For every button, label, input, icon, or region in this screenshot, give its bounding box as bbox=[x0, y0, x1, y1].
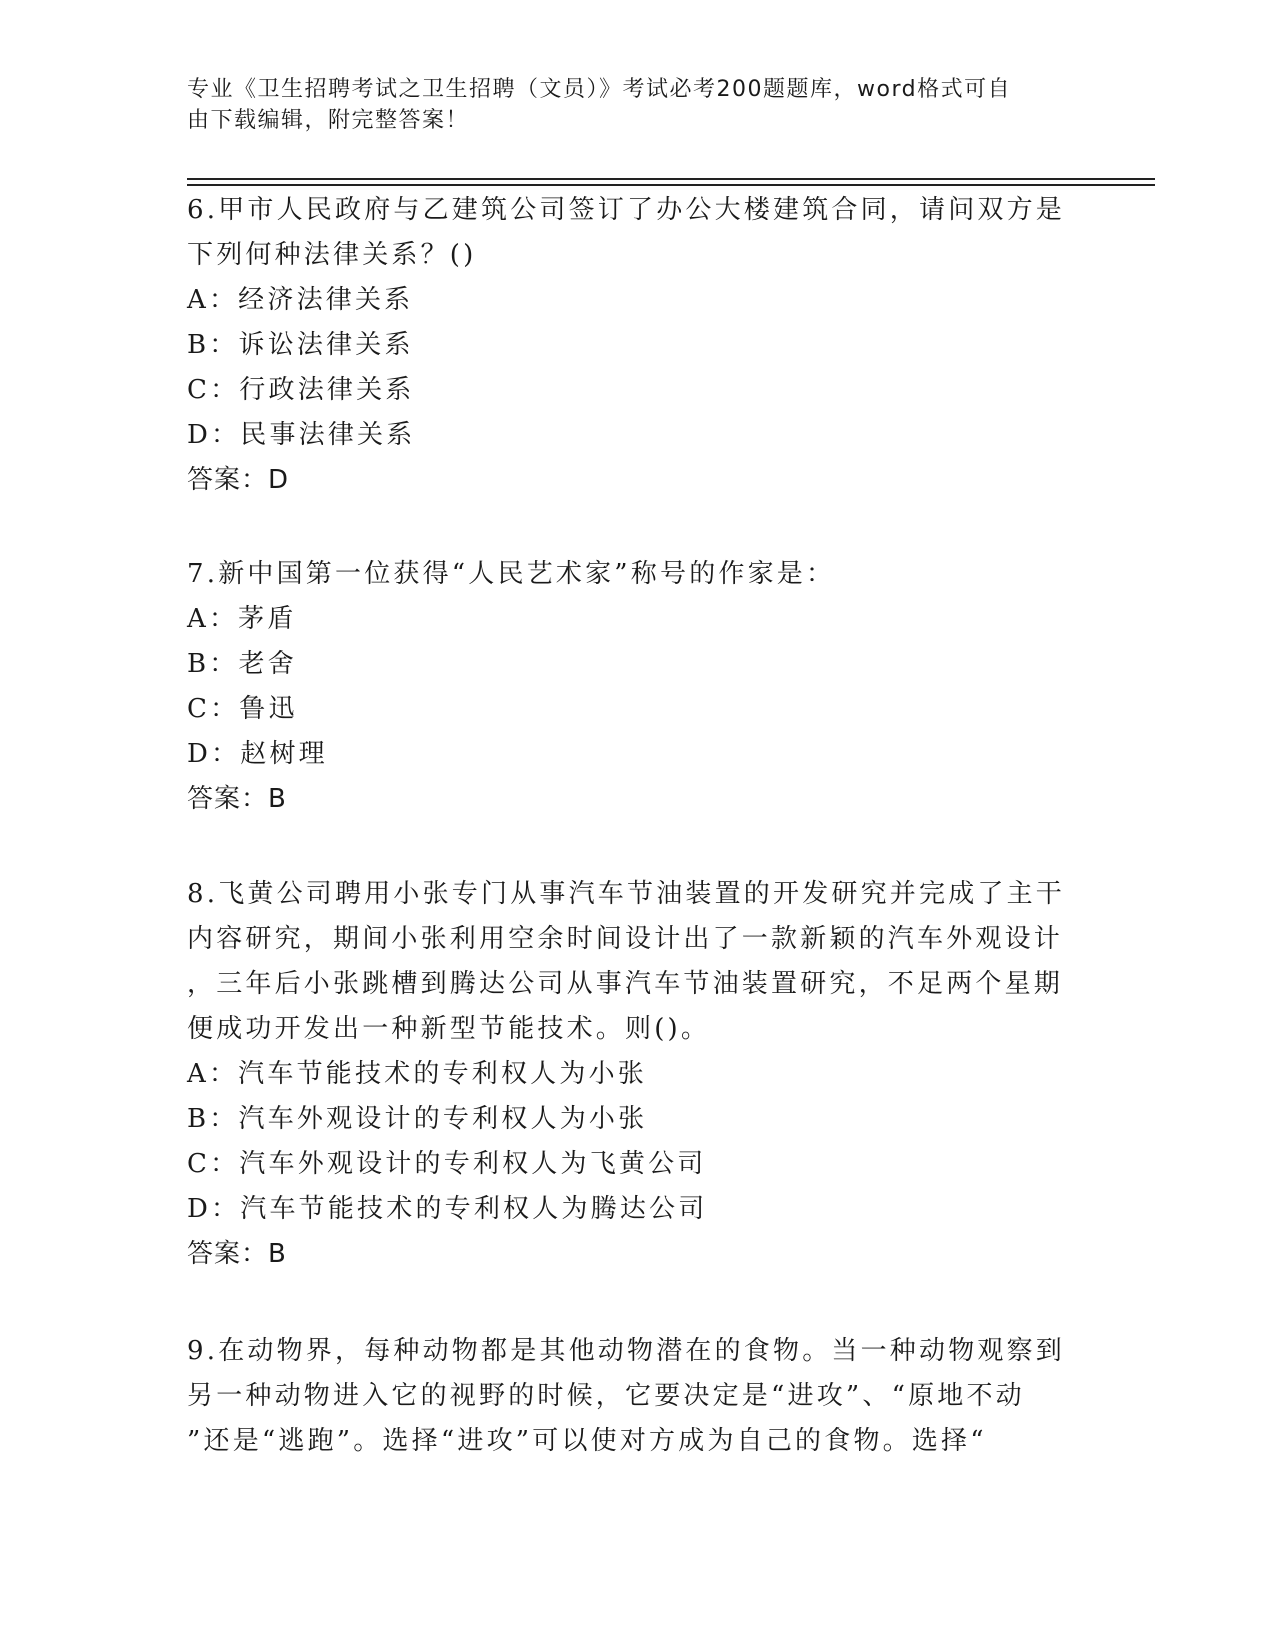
question-7 bbox=[187, 552, 1067, 822]
option-d: D：民事法律关系 bbox=[187, 420, 416, 450]
question-stem-line: 下列何种法律关系？() bbox=[187, 240, 477, 270]
header-line: 由下载编辑，附完整答案！ bbox=[187, 108, 470, 133]
option-c: C：行政法律关系 bbox=[187, 375, 415, 405]
option-a: A：经济法律关系 bbox=[187, 285, 414, 315]
header-divider-bottom bbox=[187, 184, 1155, 186]
question-8 bbox=[187, 872, 1067, 1277]
question-stem-line: 8.飞黄公司聘用小张专门从事汽车节油装置的开发研究并完成了主干 bbox=[187, 879, 1066, 909]
option-d: D：汽车节能技术的专利权人为腾达公司 bbox=[187, 1194, 708, 1224]
option-b: B：诉讼法律关系 bbox=[187, 330, 414, 360]
option-d: D：赵树理 bbox=[187, 739, 328, 769]
question-6 bbox=[187, 188, 1067, 503]
question-9 bbox=[187, 1329, 1067, 1464]
option-c: C：汽车外观设计的专利权人为飞黄公司 bbox=[187, 1149, 707, 1179]
option-b: B：汽车外观设计的专利权人为小张 bbox=[187, 1104, 648, 1134]
option-c: C：鲁迅 bbox=[187, 694, 298, 724]
question-stem-line: 6.甲市人民政府与乙建筑公司签订了办公大楼建筑合同，请问双方是 bbox=[187, 195, 1066, 225]
option-b: B：老舍 bbox=[187, 649, 297, 679]
option-a: A：汽车节能技术的专利权人为小张 bbox=[187, 1059, 647, 1089]
question-stem-line: 便成功开发出一种新型节能技术。则()。 bbox=[187, 1014, 711, 1044]
option-a: A：茅盾 bbox=[187, 604, 297, 634]
question-stem-line: 7.新中国第一位获得“人民艺术家”称号的作家是： bbox=[187, 559, 836, 589]
header-divider-top bbox=[187, 178, 1155, 180]
question-stem-line: ，三年后小张跳槽到腾达公司从事汽车节油装置研究，不足两个星期 bbox=[187, 969, 1064, 999]
answer-line: 答案：B bbox=[187, 1239, 287, 1269]
header-line: 专业《卫生招聘考试之卫生招聘（文员）》考试必考200题题库，word格式可自 bbox=[187, 77, 1012, 102]
answer-line: 答案：B bbox=[187, 784, 287, 814]
answer-line: 答案：D bbox=[187, 465, 290, 495]
question-stem-line: ”还是“逃跑”。选择“进攻”可以使对方成为自己的食物。选择“ bbox=[187, 1426, 987, 1456]
question-stem-line: 另一种动物进入它的视野的时候，它要决定是“进攻”、“原地不动 bbox=[187, 1381, 1025, 1411]
question-stem-line: 内容研究，期间小张利用空余时间设计出了一款新颖的汽车外观设计 bbox=[187, 924, 1064, 954]
document-header bbox=[187, 74, 1067, 136]
question-stem-line: 9.在动物界，每种动物都是其他动物潜在的食物。当一种动物观察到 bbox=[187, 1336, 1066, 1366]
